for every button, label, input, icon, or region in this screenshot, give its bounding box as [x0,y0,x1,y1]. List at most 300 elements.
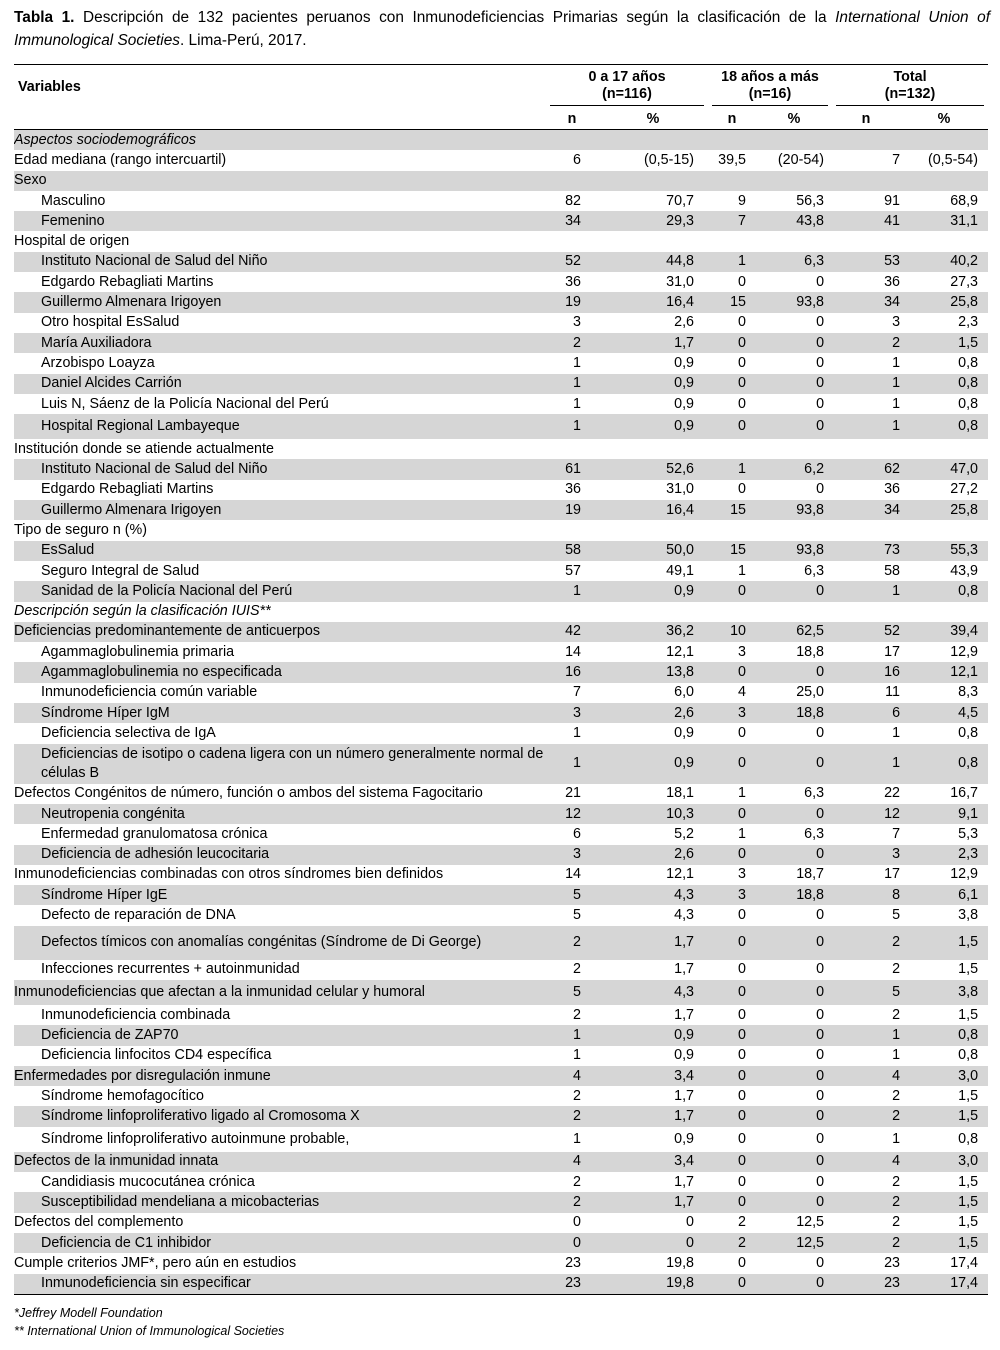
table-row [14,394,988,414]
row-label: Edgardo Rebagliati Martins [41,273,214,290]
cell-n-total: 16 [832,662,900,682]
cell-pct-0-17: 18,1 [666,785,694,802]
cell-n-0-17: 19 [546,292,598,312]
cell-pct-0-17: 10,3 [598,804,708,824]
cell-n-18-plus: 0 [738,1006,746,1023]
cell-n-0-17: 21 [565,785,581,802]
cell-n-18-plus: 0 [738,1130,746,1147]
table-row [14,581,988,601]
data-table [14,64,988,1295]
cell-pct-0-17: 0,9 [674,724,694,741]
table-row [14,191,988,211]
cell-pct-total [900,231,988,251]
cell-pct-total: 27,2 [950,481,979,498]
cell-pct-total: 1,5 [958,1006,979,1023]
cell-n-18-plus: 1 [708,252,756,272]
cell-pct-0-17: 0,9 [674,395,694,412]
table-row [14,1106,988,1126]
cell-n-total: 8 [832,885,900,905]
row-label: Agammaglobulinemia no especificada [14,662,546,682]
cell-n-0-17: 36 [565,481,581,498]
table-row [14,353,988,373]
row-label: Inmunodeficiencia sin especificar [14,1274,546,1295]
table-row [14,1233,988,1253]
table-row [14,414,988,439]
cell-n-0-17: 6 [573,825,581,842]
header-group-total-label: Total [893,68,927,85]
cell-n-0-17: 6 [573,151,581,168]
row-label: Descripción según la clasificación IUIS** [14,603,271,620]
cell-pct-total: 1,5 [900,926,988,960]
cell-n-total: 58 [884,562,901,579]
header-group-0-17-n: (n=116) [602,85,652,102]
cell-pct-18-plus: 93,8 [756,500,832,520]
cell-pct-0-17: 16,4 [598,292,708,312]
cell-n-18-plus: 0 [738,1173,746,1190]
cell-n-18-plus: 1 [738,825,746,842]
cell-pct-total: 3,8 [958,907,979,924]
cell-n-18-plus: 0 [708,980,756,1005]
cell-pct-18-plus: 0 [756,1106,832,1126]
cell-pct-18-plus: 0 [756,662,832,682]
cell-n-0-17: 2 [546,1192,598,1212]
cell-n-total: 91 [884,192,901,209]
cell-pct-total: 0,8 [958,1047,979,1064]
cell-n-total: 53 [832,252,900,272]
cell-pct-0-17: 0,9 [598,414,708,439]
cell-n-total: 5 [892,907,901,924]
cell-n-total: 11 [885,684,901,701]
cell-pct-18-plus: 6,3 [804,825,825,842]
cell-pct-18-plus: 0 [756,980,832,1005]
cell-n-0-17: 1 [546,581,598,601]
row-label: Agammaglobulinemia primaria [41,643,235,660]
header-group-0-17 [546,65,708,110]
cell-pct-18-plus: 0 [756,1152,832,1172]
table-row [14,520,988,540]
header-group-18-plus-n: (n=16) [748,85,792,102]
cell-n-0-17: 4 [546,1152,598,1172]
cell-pct-0-17: 0,9 [674,354,694,371]
cell-pct-18-plus: 6,3 [756,252,832,272]
cell-n-0-17: 12 [546,804,598,824]
cell-pct-18-plus: 0 [816,1087,825,1104]
cell-pct-total [900,520,988,540]
cell-n-18-plus: 2 [708,1233,756,1253]
cell-n-18-plus: 15 [708,500,756,520]
cell-pct-total: 27,3 [950,273,979,290]
cell-pct-total: 1,5 [900,1192,988,1212]
cell-n-18-plus: 0 [738,314,746,331]
cell-n-0-17: 5 [546,885,598,905]
cell-n-total: 62 [832,459,900,479]
row-label: Institución donde se atiende actualmente [14,440,274,457]
cell-pct-total: 2,3 [900,845,988,865]
cell-pct-0-17: 12,1 [666,866,694,883]
cell-pct-total: 1,5 [900,1233,988,1253]
row-label: Inmunodeficiencias combinadas con otros síndromes bien definidos [14,866,444,883]
row-label: Instituto Nacional de Salud del Niño [14,459,546,479]
cell-n-0-17: 1 [573,354,581,371]
cell-pct-total: 25,8 [900,292,988,312]
cell-n-0-17: 1 [546,1025,598,1045]
cell-n-0-17: 23 [546,1274,598,1295]
cell-n-total [832,130,900,151]
cell-pct-18-plus: 0 [816,724,825,741]
cell-n-18-plus: 0 [708,414,756,439]
header-group-18-plus [708,65,832,110]
cell-n-total: 2 [832,1192,900,1212]
cell-n-0-17: 1 [573,1047,581,1064]
cell-pct-0-17: 3,4 [598,1066,708,1086]
header-pct-18-plus: % [756,109,832,130]
header-n-18-plus: n [708,109,756,130]
cell-n-0-17 [546,171,598,191]
cell-n-18-plus: 7 [708,211,756,231]
cell-pct-total: 0,8 [958,1130,979,1147]
table-row [14,313,988,333]
cell-pct-0-17: 0,9 [598,374,708,394]
cell-n-18-plus: 4 [738,684,746,701]
cell-n-18-plus: 1 [738,562,746,579]
cell-pct-total: 43,9 [950,562,979,579]
cell-n-18-plus: 0 [738,724,746,741]
cell-pct-18-plus: 0 [816,273,825,290]
cell-pct-0-17: 1,7 [674,1173,694,1190]
cell-n-0-17: 61 [546,459,598,479]
cell-pct-18-plus: 12,5 [756,1233,832,1253]
cell-n-total: 1 [832,1025,900,1045]
cell-pct-0-17: 50,0 [598,541,708,561]
cell-pct-18-plus: 0 [756,804,832,824]
cell-n-18-plus: 0 [738,907,746,924]
cell-n-total: 34 [832,292,900,312]
table-row [14,439,988,459]
cell-n-total: 17 [884,643,901,660]
cell-pct-total: 0,8 [900,1025,988,1045]
cell-pct-0-17: 29,3 [598,211,708,231]
row-label: Infecciones recurrentes + autoinmunidad [41,961,300,978]
cell-n-0-17: 3 [573,314,581,331]
table-body [14,130,988,1295]
row-label: Sexo [14,171,546,191]
cell-n-18-plus: 0 [708,581,756,601]
cell-n-0-17 [546,130,598,151]
cell-n-18-plus: 0 [738,1254,746,1271]
table-row [14,1213,988,1233]
cell-n-18-plus: 0 [738,1087,746,1104]
row-label: Arzobispo Loayza [41,354,155,371]
header-group-18-plus-label: 18 años a más [721,68,819,85]
cell-n-0-17: 5 [573,907,581,924]
cell-pct-total: 3,0 [900,1152,988,1172]
cell-pct-total: 4,5 [900,703,988,723]
row-label: Sanidad de la Policía Nacional del Perú [14,581,546,601]
cell-n-total: 3 [832,845,900,865]
row-label: EsSalud [14,541,546,561]
cell-pct-18-plus: 18,8 [756,703,832,723]
cell-pct-18-plus: 0 [816,1173,825,1190]
cell-n-0-17: 2 [546,926,598,960]
table-row [14,1152,988,1172]
cell-n-18-plus: 1 [738,785,746,802]
cell-n-total: 34 [832,500,900,520]
cell-pct-0-17: 1,7 [598,333,708,353]
cell-n-0-17 [546,231,598,251]
cell-n-18-plus: 0 [738,481,746,498]
cell-pct-total [900,171,988,191]
cell-n-0-17: 1 [546,744,598,784]
cell-n-18-plus: 0 [708,662,756,682]
table-row [14,926,988,960]
cell-pct-total: 6,1 [900,885,988,905]
header-pct-total: % [900,109,988,130]
cell-n-total: 17 [884,866,901,883]
cell-n-0-17: 2 [573,1173,581,1190]
cell-pct-18-plus: 18,8 [796,643,825,660]
cell-n-18-plus [708,130,756,151]
cell-pct-0-17: 0 [598,1233,708,1253]
cell-pct-0-17: 2,6 [598,845,708,865]
cell-pct-18-plus: 0 [816,907,825,924]
cell-n-0-17: 82 [565,192,581,209]
cell-pct-0-17 [598,171,708,191]
cell-pct-18-plus [756,602,832,622]
cell-n-0-17: 0 [546,1233,598,1253]
table-row [14,333,988,353]
cell-pct-0-17: 3,4 [598,1152,708,1172]
cell-n-0-17: 2 [573,1087,581,1104]
cell-n-18-plus: 3 [708,703,756,723]
cell-n-18-plus: 0 [738,961,746,978]
cell-pct-0-17: 44,8 [598,252,708,272]
cell-n-total: 1 [892,724,901,741]
cell-n-0-17: 4 [546,1066,598,1086]
cell-n-total: 1 [832,414,900,439]
cell-pct-total: 0,8 [958,395,979,412]
table-row [14,960,988,980]
table-row [14,784,988,804]
header-n-0-17: n [546,109,598,130]
row-label: Deficiencia linfocitos CD4 específica [41,1047,272,1064]
cell-pct-18-plus: 0 [816,354,825,371]
cell-pct-total: 1,5 [900,1106,988,1126]
cell-n-0-17: 1 [546,414,598,439]
cell-n-total: 12 [832,804,900,824]
cell-n-18-plus: 1 [708,459,756,479]
table-row [14,500,988,520]
header-group-0-17-label: 0 a 17 años [588,68,666,85]
row-label: Cumple criterios JMF*, pero aún en estudios [14,1254,297,1271]
cell-n-total: 23 [884,1254,901,1271]
table-row [14,744,988,784]
table-row [14,1086,988,1106]
caption-label: Tabla 1. [14,9,75,26]
cell-n-total: 4 [832,1066,900,1086]
cell-pct-0-17: 70,7 [666,192,694,209]
cell-pct-18-plus: 56,3 [796,192,825,209]
cell-pct-total: 55,3 [900,541,988,561]
row-label: Defecto de reparación de DNA [41,907,236,924]
table-row [14,272,988,292]
cell-n-18-plus [708,231,756,251]
table-row [14,1127,988,1152]
cell-n-total: 1 [892,1130,901,1147]
cell-n-total: 2 [832,926,900,960]
row-label: Hospital de origen [14,233,130,250]
row-label: Deficiencia de ZAP70 [14,1025,546,1045]
cell-n-18-plus: 0 [738,1047,746,1064]
row-label: Edad mediana (rango intercuartil) [14,151,227,168]
cell-n-0-17 [546,602,598,622]
row-label: Síndrome hemofagocítico [41,1087,204,1104]
cell-pct-total: 0,8 [900,374,988,394]
table-row [14,1192,988,1212]
cell-pct-0-17: 2,6 [674,314,694,331]
cell-n-18-plus: 9 [738,192,746,209]
cell-n-total: 22 [884,785,901,802]
cell-pct-0-17: (0,5-15) [643,151,694,168]
cell-n-18-plus: 0 [738,395,746,412]
cell-pct-18-plus: 12,5 [796,1214,825,1231]
row-label: Enfermedad granulomatosa crónica [41,825,268,842]
cell-pct-18-plus: 93,8 [756,292,832,312]
cell-n-total: 1 [832,581,900,601]
cell-n-total [832,602,900,622]
cell-n-18-plus: 0 [708,804,756,824]
cell-n-0-17 [546,439,598,459]
cell-pct-total: 1,5 [958,961,979,978]
cell-n-0-17: 3 [546,703,598,723]
cell-pct-total: 5,3 [958,825,979,842]
cell-pct-18-plus: 43,8 [756,211,832,231]
cell-pct-total: 31,1 [900,211,988,231]
cell-pct-18-plus: 6,3 [804,785,825,802]
cell-pct-0-17: 13,8 [598,662,708,682]
cell-pct-0-17: 0,9 [674,1047,694,1064]
cell-pct-total: 0,8 [958,354,979,371]
cell-pct-total: 8,3 [958,684,979,701]
cell-n-18-plus [708,171,756,191]
cell-pct-total: 0,8 [958,724,979,741]
table-row [14,845,988,865]
row-label: María Auxiliadora [14,333,546,353]
cell-n-total: 6 [832,703,900,723]
table-row [14,459,988,479]
footnote-jmf: *Jeffrey Modell Foundation [14,1306,163,1320]
cell-n-total: 1 [892,395,901,412]
table-row [14,150,988,170]
cell-pct-18-plus: 0 [756,1025,832,1045]
row-label: Defectos del complemento [14,1214,184,1231]
cell-pct-0-17 [598,520,708,540]
cell-n-18-plus: 0 [708,926,756,960]
cell-n-total: 2 [832,333,900,353]
cell-pct-18-plus: 18,7 [796,866,825,883]
cell-pct-total: 12,9 [950,643,979,660]
cell-pct-18-plus: 0 [756,333,832,353]
cell-n-0-17: 14 [565,643,581,660]
cell-n-total: 1 [892,1047,901,1064]
cell-pct-total: 12,9 [950,866,979,883]
cell-n-18-plus: 39,5 [718,151,746,168]
cell-n-18-plus: 2 [738,1214,746,1231]
cell-pct-18-plus [756,439,832,459]
cell-pct-total: 16,7 [950,785,979,802]
table-row [14,171,988,191]
cell-pct-0-17: 0,9 [674,1130,694,1147]
cell-n-total: 2 [892,1173,901,1190]
row-label: Deficiencias de isotipo o cadena ligera con un número generalmente normal de células B [14,744,546,784]
cell-pct-0-17 [598,439,708,459]
table-row [14,1274,988,1295]
table-row [14,1046,988,1066]
cell-pct-0-17: 4,3 [674,907,694,924]
table-caption [14,6,990,52]
cell-pct-total: 3,8 [900,980,988,1005]
cell-n-0-17: 1 [546,374,598,394]
cell-pct-18-plus: 93,8 [756,541,832,561]
cell-pct-18-plus: 0 [816,1130,825,1147]
cell-pct-18-plus: 0 [816,481,825,498]
row-label: Enfermedades por disregulación inmune [14,1066,546,1086]
table-row [14,292,988,312]
cell-pct-18-plus: 0 [816,314,825,331]
cell-pct-total: 12,1 [900,662,988,682]
cell-pct-0-17: 31,0 [666,481,694,498]
cell-pct-18-plus: 0 [816,1047,825,1064]
cell-pct-total [900,439,988,459]
cell-n-total: 73 [832,541,900,561]
table-row [14,642,988,662]
row-label: Síndrome linfoproliferativo autoinmune probable, [41,1130,350,1147]
cell-pct-total: 3,0 [900,1066,988,1086]
cell-pct-18-plus: 0 [816,1006,825,1023]
cell-n-18-plus: 0 [708,1152,756,1172]
cell-n-0-17: 16 [546,662,598,682]
cell-n-0-17: 58 [546,541,598,561]
cell-n-0-17: 19 [546,500,598,520]
cell-pct-total [900,130,988,151]
cell-pct-total: 40,2 [900,252,988,272]
table-row [14,804,988,824]
cell-n-0-17: 1 [573,395,581,412]
header-group-total [832,65,988,110]
cell-n-18-plus: 0 [708,1106,756,1126]
cell-pct-total [900,602,988,622]
cell-n-total: 23 [832,1274,900,1295]
cell-pct-0-17: 4,3 [598,980,708,1005]
table-row [14,480,988,500]
cell-pct-0-17: 0,9 [598,581,708,601]
cell-pct-18-plus: 0 [756,926,832,960]
table-row [14,561,988,581]
cell-n-total [832,439,900,459]
row-label: Edgardo Rebagliati Martins [41,481,214,498]
cell-pct-0-17: 52,6 [598,459,708,479]
table-row [14,252,988,272]
cell-n-18-plus: 0 [708,845,756,865]
cell-n-18-plus [708,520,756,540]
cell-n-18-plus: 0 [738,273,746,290]
table-row [14,703,988,723]
cell-n-0-17: 2 [546,333,598,353]
cell-n-18-plus: 0 [708,1192,756,1212]
footnote-iuis: ** International Union of Immunological Societies [14,1324,285,1338]
table-row [14,622,988,642]
cell-n-total: 36 [884,273,901,290]
table-row [14,824,988,844]
